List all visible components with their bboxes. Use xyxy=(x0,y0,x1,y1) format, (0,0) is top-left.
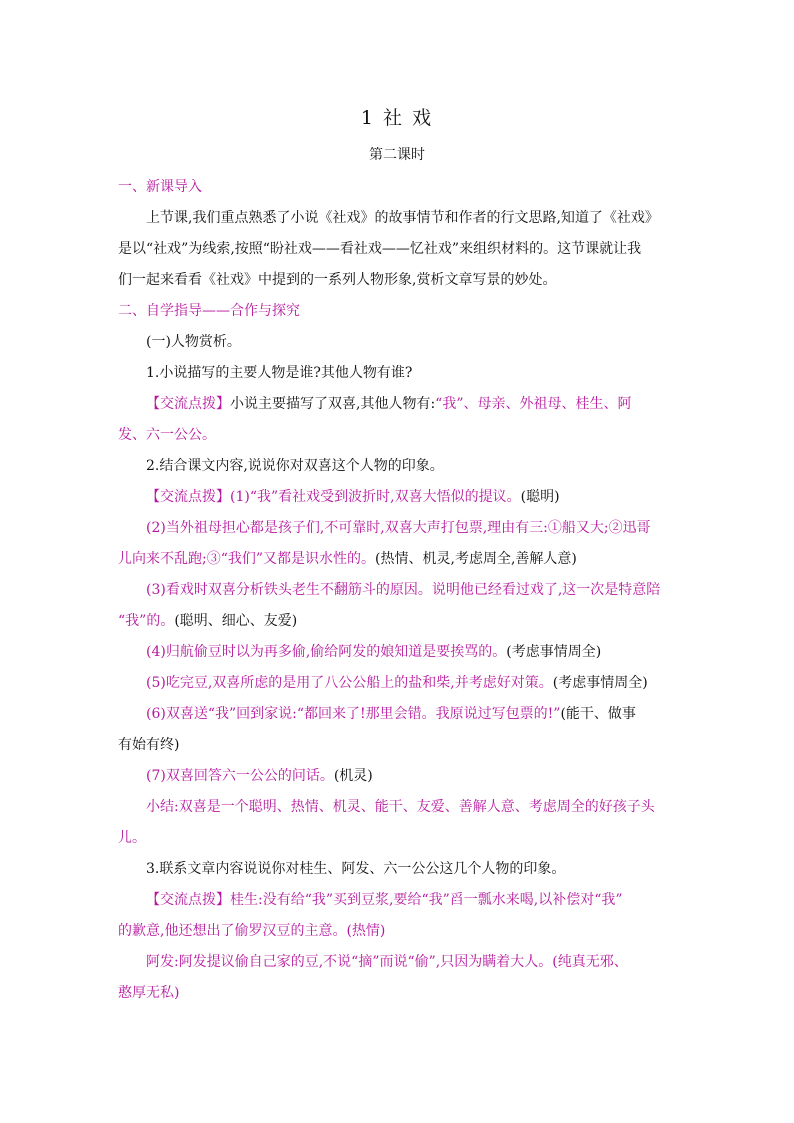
answer-highlight: 儿向来不乱跑;③“我们”又都是识水性的。 xyxy=(118,551,376,567)
answer-1-line-2: 发、六一公公。 xyxy=(118,427,216,443)
answer-note: (考虑事情周全) xyxy=(506,644,602,660)
question-1: 1.小说描写的主要人物是谁?其他人物有谁? xyxy=(146,365,413,381)
answer-2-item-3-line-1: (3)看戏时双喜分析铁头老生不翻筋斗的原因。说明他已经看过戏了,这一次是特意陪 xyxy=(146,582,661,598)
answer-3-afa-line-1: 阿发:阿发提议偷自己家的豆,不说“摘”而说“偷”,只因为瞒着大人。(纯真无邪、 xyxy=(146,954,628,970)
question-2: 2.结合课文内容,说说你对双喜这个人物的印象。 xyxy=(146,458,444,474)
question-3: 3.联系文章内容说说你对桂生、阿发、六一公公这几个人物的印象。 xyxy=(146,861,566,877)
answer-2-item-6-line-2: 有始有终) xyxy=(118,737,180,753)
answer-text: (4)归航偷豆时以为再多偷,偷给阿发的娘知道是要挨骂的。 xyxy=(146,644,507,660)
subsection-heading: (一)人物赏析。 xyxy=(146,334,241,350)
page-subtitle: 第二课时 xyxy=(369,147,425,163)
answer-text: “我”的。 xyxy=(118,613,175,629)
answer-text: (1)“我”看社戏受到波折时,双喜大悟似的提议。 xyxy=(230,489,521,505)
answer-note: (聪明) xyxy=(520,489,560,505)
section-heading-intro: 一、新课导入 xyxy=(118,179,202,195)
answer-2-item-6-line-1 xyxy=(146,703,678,725)
answer-2-item-2-line-1 xyxy=(146,517,678,539)
answer-text: (2)当外祖母担心都是孩子们,不可靠时,双喜大声打包票,理由有三: xyxy=(146,520,548,536)
answer-2-item-7 xyxy=(146,765,678,787)
answer-highlight: “都回来了!那里会错。我原说过写包票的!” xyxy=(296,706,561,722)
answer-tag: 【交流点拨】 xyxy=(146,892,230,908)
answer-3-guisheng-line-2: 的歉意,他还想出了偷罗汉豆的主意。(热情) xyxy=(118,923,386,939)
page-title: 1 社 戏 xyxy=(360,107,434,129)
answer-2-item-1 xyxy=(146,486,678,508)
answer-text: 桂生:没有给“我”买到豆浆,要给“我”舀一瓢水来喝,以补偿对“我” xyxy=(230,892,623,908)
answer-text: (5)吃完豆,双喜所虑的是用了八公公船上的盐和柴,并考虑好对策。 xyxy=(146,675,553,691)
answer-note: (考虑事情周全) xyxy=(552,675,648,691)
answer-text: (7)双喜回答六一公公的问话。 xyxy=(146,768,334,784)
answer-highlight: “我”、母亲、外祖母、桂生、阿 xyxy=(435,396,632,412)
answer-tag: 【交流点拨】 xyxy=(146,396,230,412)
answer-note: (能干、做事 xyxy=(560,706,636,722)
answer-note: (机灵) xyxy=(333,768,373,784)
answer-2-item-4 xyxy=(146,641,678,663)
answer-3-afa-line-2: 憨厚无私) xyxy=(118,985,180,1001)
paragraph-line: 是以“社戏”为线索,按照“盼社戏——看社戏——忆社戏”来组织材料的。这节课就让我 xyxy=(118,241,642,257)
answer-3-guisheng-line-1 xyxy=(146,889,678,911)
paragraph-line: 们一起来看看《社戏》中提到的一系列人物形象,赏析文章写景的妙处。 xyxy=(118,272,557,288)
paragraph-line: 上节课,我们重点熟悉了小说《社戏》的故事情节和作者的行文思路,知道了《社戏》 xyxy=(146,210,659,226)
answer-text: 小说主要描写了双喜,其他人物有: xyxy=(230,396,436,412)
answer-tag: 【交流点拨】 xyxy=(146,489,230,505)
answer-2-item-5 xyxy=(146,672,678,694)
answer-2-item-2-line-2 xyxy=(118,548,678,570)
answer-1-line-1 xyxy=(146,393,678,415)
answer-2-item-3-line-2 xyxy=(118,610,678,632)
answer-note: (聪明、细心、友爱) xyxy=(174,613,298,629)
summary-line-1: 小结:双喜是一个聪明、热情、机灵、能干、友爱、善解人意、考虑周全的好孩子头 xyxy=(146,799,655,815)
answer-highlight: ①船又大;②迅哥 xyxy=(547,520,651,536)
answer-text: (6)双喜送“我”回到家说: xyxy=(146,706,297,722)
section-heading-study: 二、自学指导——合作与探究 xyxy=(118,303,300,319)
answer-note: (热情、机灵,考虑周全,善解人意) xyxy=(375,551,577,567)
summary-line-2: 儿。 xyxy=(118,830,146,846)
